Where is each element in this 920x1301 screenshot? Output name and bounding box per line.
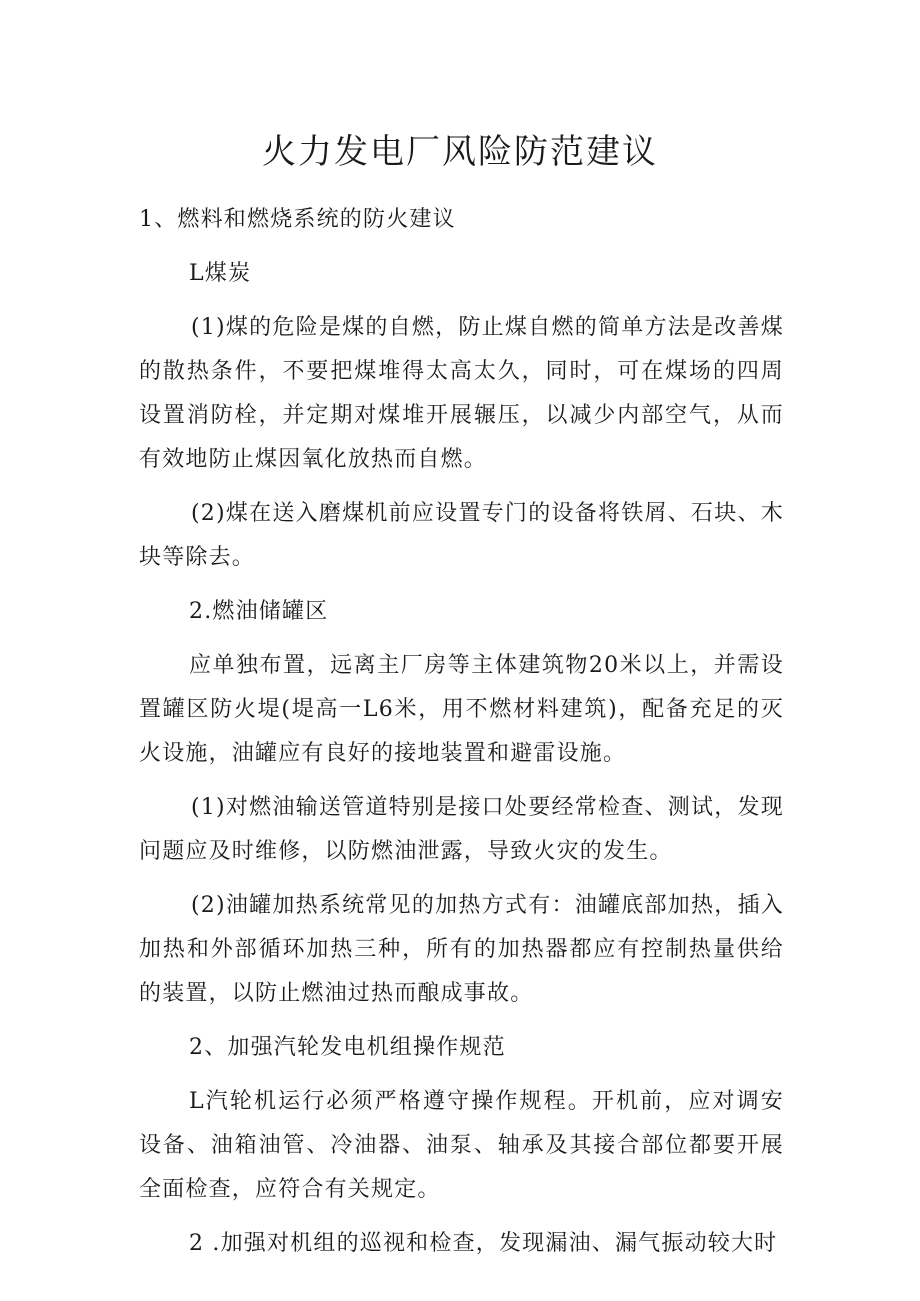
paragraph-oil-tank-layout: 应单独布置，远离主厂房等主体建筑物20米以上，并需设置罐区防火堤(堤高一L6米，用不燃材料建筑)，配备充足的灭火设施，油罐应有良好的接地装置和避雷设施。 — [139, 653, 784, 766]
subsection-heading-coal: L煤炭 — [189, 261, 252, 286]
paragraph-oil-heating: (2)油罐加热系统常见的加热方式有：油罐底部加热，插入加热和外部循环加热三种，所有的加热器都应有控制热量供给的装置，以防止燃油过热而酿成事故。 — [139, 893, 784, 1006]
document-body — [139, 198, 784, 1266]
paragraph-oil-pipe-check: (1)对燃油输送管道特别是接口处要经常检查、测试，发现问题应及时维修，以防燃油泄露，导致火灾的发生。 — [139, 795, 784, 864]
document-title: 火力发电厂风险防范建议 — [262, 132, 658, 172]
section-heading-fuel-fire: 1、燃料和燃烧系统的防火建议 — [139, 207, 456, 232]
paragraph-coal-self-ignition: (1)煤的危险是煤的自燃，防止煤自燃的简单方法是改善煤的散热条件，不要把煤堆得太高太久，同时，可在煤场的四周设置消防栓，并定期对煤堆开展辗压，以减少内部空气，从而有效地防止煤因氧化放热而自燃。 — [139, 315, 784, 472]
paragraph-turbine-operation: L汽轮机运行必须严格遵守操作规程。开机前，应对调安设备、油箱油管、冷油器、油泵、轴承及其接合部位都要开展全面检查，应符合有关规定。 — [139, 1089, 784, 1202]
section-heading-turbine: 2、加强汽轮发电机组操作规范 — [189, 1035, 506, 1060]
subsection-heading-oil-tank: 2.燃油储罐区 — [189, 599, 329, 624]
paragraph-coal-impurities: (2)煤在送入磨煤机前应设置专门的设备将铁屑、石块、木块等除去。 — [139, 501, 784, 570]
paragraph-turbine-inspection: 2 .加强对机组的巡视和检查，发现漏油、漏气振动较大时 — [189, 1231, 778, 1256]
